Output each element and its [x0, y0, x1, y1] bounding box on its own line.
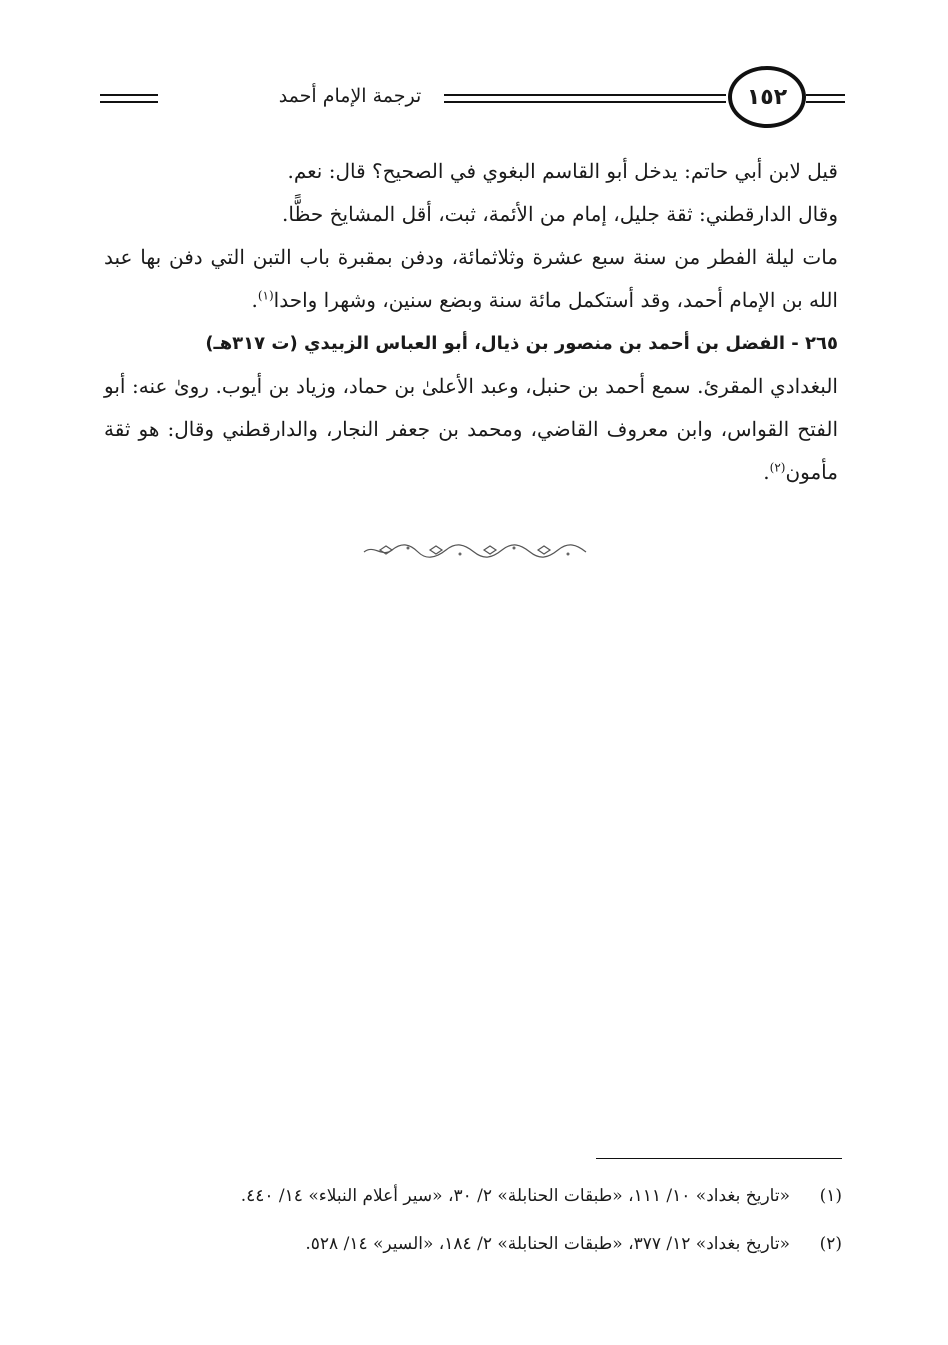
- footnote-2-text: «تاريخ بغداد» ١٢/ ٣٧٧، «طبقات الحنابلة» ٢/ ١٨٤، «السير» ١٤/ ٥٢٨.: [305, 1234, 790, 1254]
- footnote-1: [104, 1172, 842, 1220]
- running-title: ترجمة الإمام أحمد: [278, 85, 422, 107]
- paragraph-5-text: البغدادي المقرئ. سمع أحمد بن حنبل، وعبد الأعلىٰ بن حماد، وزياد بن أيوب. روىٰ عنه: أبو الفتح القواس، وابن معروف القاضي، ومحمد بن جعفر النجار، والدارقطني وقال: هو ثقة مأمون: [104, 374, 838, 484]
- paragraph-3-end: .: [251, 288, 258, 312]
- page-header: [100, 66, 845, 130]
- footnote-1-number: (١): [819, 1186, 842, 1206]
- header-rule-left: [100, 94, 158, 103]
- footnote-2-number: (٢): [819, 1234, 842, 1254]
- main-text: [104, 150, 838, 494]
- paragraph-5-end: .: [763, 460, 770, 484]
- paragraph-5: [104, 365, 838, 494]
- footnote-separator: [596, 1158, 842, 1159]
- page-number: ١٥٢: [728, 66, 806, 128]
- header-rule-right: [806, 94, 845, 103]
- paragraph-2: وقال الدارقطني: ثقة جليل، إمام من الأئمة، ثبت، أقل المشايخ حظًّا.: [282, 202, 838, 226]
- footnotes: [104, 1172, 842, 1268]
- paragraph-3: [104, 236, 838, 322]
- footnote-ref-2[interactable]: (٢): [769, 460, 786, 475]
- footnote-ref-1[interactable]: (١): [257, 288, 274, 303]
- paragraph-3-text: مات ليلة الفطر من سنة سبع عشرة وثلاثمائة، ودفن بمقبرة باب التبن التي دفن بها عبد الله بن الإمام أحمد، وقد أستكمل مائة سنة وبضع سنين، وشهرا واحدا: [104, 245, 838, 312]
- paragraph-1: قيل لابن أبي حاتم: يدخل أبو القاسم البغوي في الصحيح؟ قال: نعم.: [287, 159, 838, 183]
- ornament-divider: [360, 538, 590, 562]
- footnote-1-text: «تاريخ بغداد» ١٠/ ١١١، «طبقات الحنابلة» ٢/ ٣٠، «سير أعلام النبلاء» ١٤/ ٤٤٠.: [240, 1186, 790, 1206]
- footnote-2: [104, 1220, 842, 1268]
- header-rule-middle: [444, 94, 726, 103]
- entry-heading: ٢٦٥ - الفضل بن أحمد بن منصور بن ذيال، أبو العباس الزبيدي (ت ٣١٧هـ): [205, 333, 838, 354]
